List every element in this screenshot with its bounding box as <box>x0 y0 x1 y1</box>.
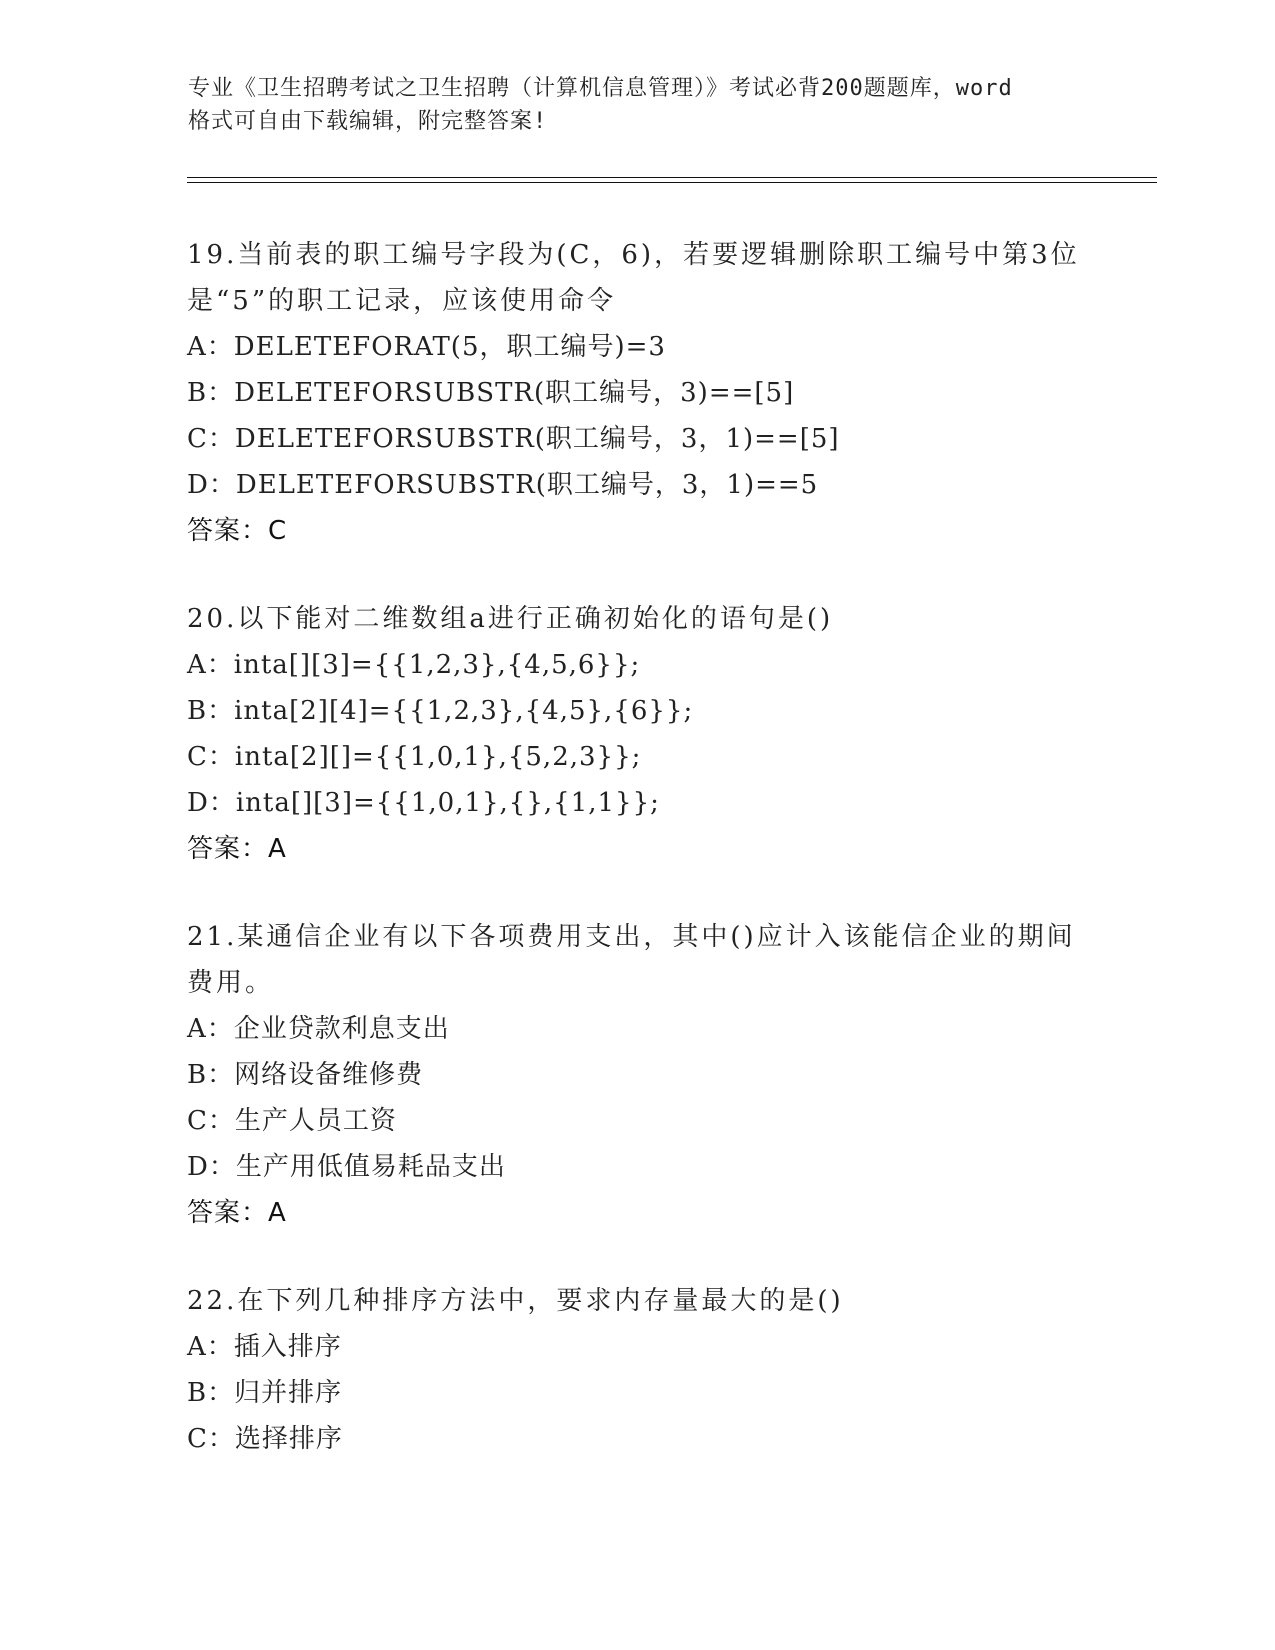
option-c: C：生产人员工资 <box>187 1106 397 1136</box>
option-b: B：归并排序 <box>187 1378 343 1408</box>
question-19 <box>187 232 1087 554</box>
header-divider-top <box>187 177 1157 178</box>
answer: 答案：A <box>187 1198 287 1228</box>
question-text: 22.在下列几种排序方法中，要求内存量最大的是() <box>187 1286 844 1316</box>
question-text: 20.以下能对二维数组a进行正确初始化的语句是() <box>187 604 834 634</box>
question-22 <box>187 1278 1087 1462</box>
document-header <box>188 72 1088 138</box>
option-d: D：生产用低值易耗品支出 <box>187 1152 506 1182</box>
answer: 答案：C <box>187 516 288 546</box>
header-line-2: 格式可自由下载编辑，附完整答案! <box>188 109 548 134</box>
option-a: A：插入排序 <box>187 1332 342 1362</box>
option-c: C：选择排序 <box>187 1424 343 1454</box>
question-text: 19.当前表的职工编号字段为(C，6)，若要逻辑删除职工编号中第3位是“5”的职工记录，应该使用命令 <box>187 240 1080 316</box>
option-a: A：DELETEFORAT(5，职工编号)=3 <box>187 332 666 362</box>
header-divider-bottom <box>187 182 1157 183</box>
question-20 <box>187 596 1087 872</box>
option-b: B：网络设备维修费 <box>187 1060 424 1090</box>
option-d: D：DELETEFORSUBSTR(职工编号，3，1)==5 <box>187 470 819 500</box>
option-a: A：inta[][3]={{1,2,3},{4,5,6}}; <box>187 650 641 680</box>
question-21 <box>187 914 1087 1236</box>
answer: 答案：A <box>187 834 287 864</box>
header-line-1: 专业《卫生招聘考试之卫生招聘（计算机信息管理）》考试必背200题题库，word <box>188 76 1013 101</box>
option-c: C：inta[2][]={{1,0,1},{5,2,3}}; <box>187 742 642 772</box>
option-b: B：inta[2][4]={{1,2,3},{4,5},{6}}; <box>187 696 694 726</box>
question-list <box>187 232 1087 1504</box>
question-text: 21.某通信企业有以下各项费用支出，其中()应计入该能信企业的期间费用。 <box>187 922 1076 998</box>
option-c: C：DELETEFORSUBSTR(职工编号，3，1)==[5] <box>187 424 840 454</box>
option-b: B：DELETEFORSUBSTR(职工编号，3)==[5] <box>187 378 795 408</box>
option-d: D：inta[][3]={{1,0,1},{},{1,1}}; <box>187 788 660 818</box>
option-a: A：企业贷款利息支出 <box>187 1014 450 1044</box>
